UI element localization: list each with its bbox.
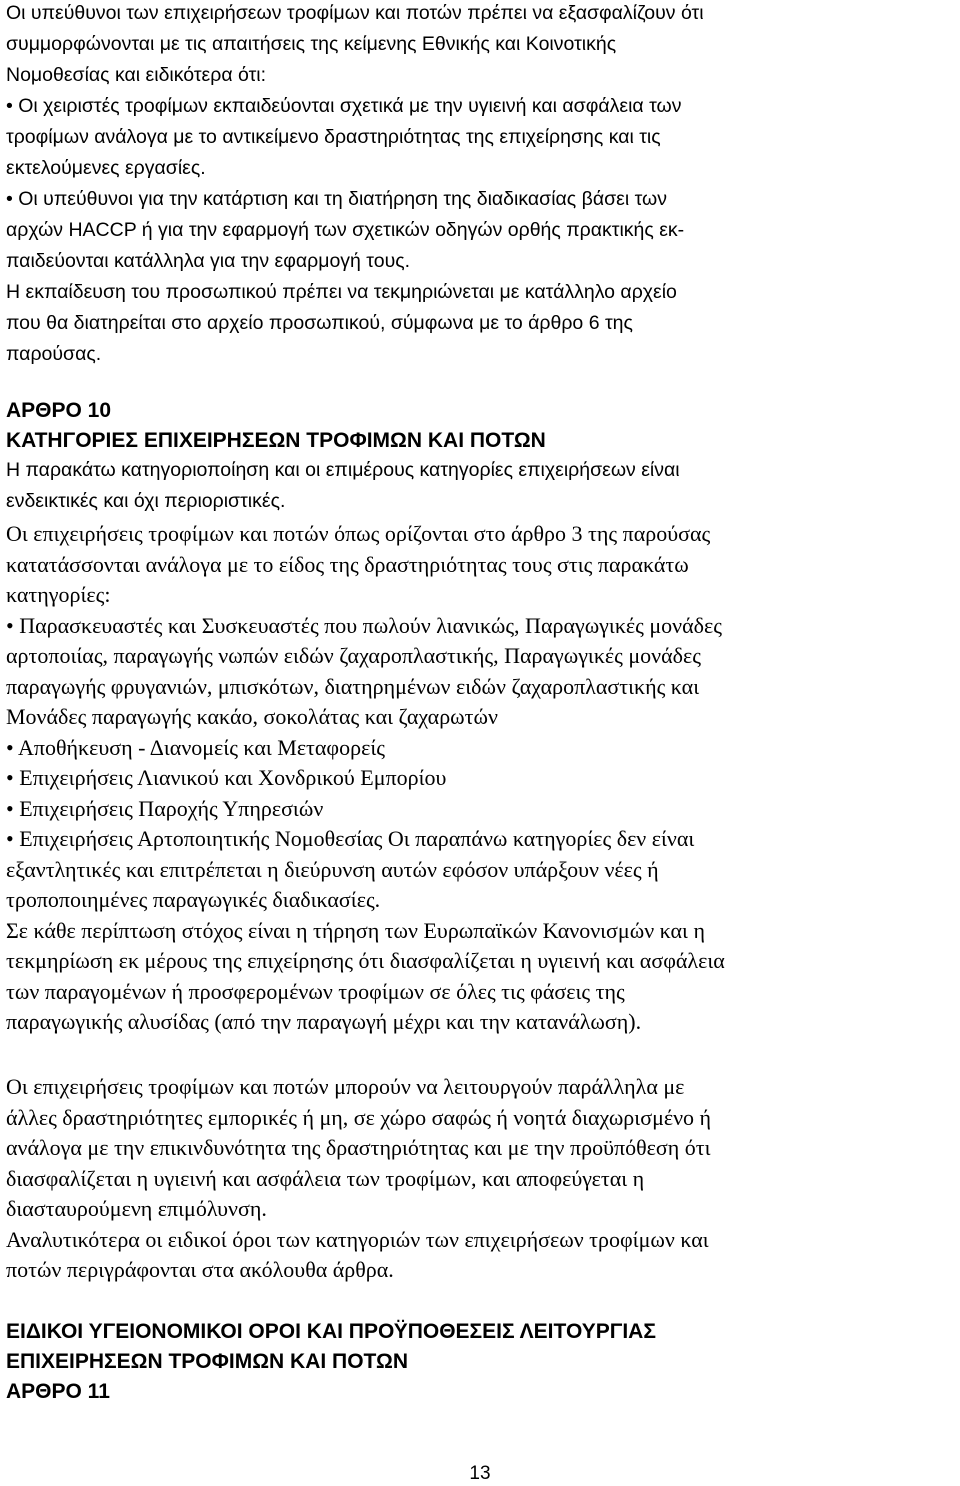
bullet-line: • Αποθήκευση - Διανομείς και Μεταφορείς xyxy=(6,734,385,760)
page-number: 13 xyxy=(469,1463,491,1484)
text-line: αρχών HACCP ή για την εφαρμογή των σχετικών οδηγών ορθής πρακτικής εκ- xyxy=(6,219,685,241)
text-line: διασταυρούμενη επιμόλυνση. xyxy=(6,1196,267,1221)
bullet-line: • Οι υπεύθυνοι για την κατάρτιση και τη διατήρηση της διαδικασίας βάσει των xyxy=(6,188,667,210)
text-line: παρούσας. xyxy=(6,343,102,365)
intro-paragraph xyxy=(6,0,956,370)
article-10-heading xyxy=(6,396,956,456)
bullet-line: • Οι χειριστές τροφίμων εκπαιδεύονται σχετικά με την υγιεινή και ασφάλεια των xyxy=(6,95,682,117)
bullet-line: • Παρασκευαστές και Συσκευαστές που πωλούν λιανικώς, Παραγωγικές μονάδες xyxy=(6,612,722,638)
text-line: ποτών περιγράφονται στα ακόλουθα άρθρα. xyxy=(6,1257,394,1282)
text-line: Η εκπαίδευση του προσωπικού πρέπει να τεκμηριώνεται με κατάλληλο αρχείο xyxy=(6,281,677,303)
text-line: που θα διατηρείται στο αρχείο προσωπικού, σύμφωνα με το άρθρο 6 της xyxy=(6,312,633,334)
bullet-line: • Επιχειρήσεις Παροχής Υπηρεσιών xyxy=(6,795,324,821)
section-title-line: ΕΙΔΙΚΟΙ ΥΓΕΙΟΝΟΜΙΚΟΙ ΟΡΟΙ ΚΑΙ ΠΡΟΫΠΟΘΕΣΕΙΣ ΛΕΙΤΟΥΡΓΙΑΣ xyxy=(6,1320,656,1343)
text-line: Νομοθεσίας και ειδικότερα ότι: xyxy=(6,64,267,86)
text-line: διασφαλίζεται η υγιεινή και ασφάλεια των τροφίμων, και αποφεύγεται η xyxy=(6,1165,645,1191)
text-line: Οι επιχειρήσεις τροφίμων και ποτών μπορούν να λειτουργούν παράλληλα με xyxy=(6,1074,685,1099)
text-line: ανάλογα με την επικινδυνότητα της δραστηριότητας και με την προϋπόθεση ότι xyxy=(6,1135,711,1160)
text-line: αρτοποιίας, παραγωγής νωπών ειδών ζαχαροπλαστικής, Παραγωγικές μονάδες xyxy=(6,643,701,668)
text-line: κατατάσσονται ανάλογα με το είδος της δραστηριότητας τους στις παρακάτω xyxy=(6,551,689,577)
article-number: ΑΡΘΡΟ 11 xyxy=(6,1380,110,1403)
text-line: τροφίμων ανάλογα με το αντικείμενο δραστηριότητας της επιχείρησης και τις xyxy=(6,126,661,148)
text-line: τεκμηρίωση εκ μέρους της επιχείρησης ότι διασφαλίζεται η υγιεινή και ασφάλεια xyxy=(6,948,725,973)
text-line: Μονάδες παραγωγής κακάο, σοκολάτας και ζαχαρωτών xyxy=(6,704,498,729)
text-line: παραγωγικής αλυσίδας (από την παραγωγή μέχρι και την κατανάλωση). xyxy=(6,1009,642,1034)
text-line: κατηγορίες: xyxy=(6,582,111,607)
article-10-intro xyxy=(6,455,956,517)
text-line: ενδεικτικές και όχι περιοριστικές. xyxy=(6,490,286,512)
text-line: παιδεύονται κατάλληλα για την εφαρμογή τους. xyxy=(6,250,411,272)
text-line: άλλες δραστηριότητες εμπορικές ή μη, σε χώρο σαφώς ή νοητά διαχωρισμένο ή xyxy=(6,1104,712,1130)
text-line: Η παρακάτω κατηγοριοποίηση και οι επιμέρους κατηγορίες επιχειρήσεων είναι xyxy=(6,459,680,481)
bullet-line: • Επιχειρήσεις Λιανικού και Χονδρικού Εμπορίου xyxy=(6,765,447,790)
text-line: Αναλυτικότερα οι ειδικοί όροι των κατηγοριών των επιχειρήσεων τροφίμων και xyxy=(6,1226,709,1252)
section-heading xyxy=(6,1317,956,1407)
text-line: των παραγομένων ή προσφερομένων τροφίμων σε όλες τις φάσεις της xyxy=(6,978,625,1004)
text-line: τροποποιημένες παραγωγικές διαδικασίες. xyxy=(6,887,381,912)
text-line: Οι επιχειρήσεις τροφίμων και ποτών όπως ορίζονται στο άρθρο 3 της παρούσας xyxy=(6,521,711,546)
categories-paragraph xyxy=(6,519,956,1038)
text-line: Σε κάθε περίπτωση στόχος είναι η τήρηση των Ευρωπαϊκών Κανονισμών και η xyxy=(6,917,705,943)
text-line: Οι υπεύθυνοι των επιχειρήσεων τροφίμων και ποτών πρέπει να εξασφαλίζουν ότι xyxy=(6,2,704,24)
text-line: εξαντλητικές και επιτρέπεται η διεύρυνση αυτών εφόσον υπάρξουν νέες ή xyxy=(6,856,659,882)
parallel-operation-paragraph xyxy=(6,1072,956,1286)
text-line: συμμορφώνονται με τις απαιτήσεις της κείμενης Εθνικής και Κοινοτικής xyxy=(6,33,617,55)
text-line: παραγωγής φρυγανιών, μπισκότων, διατηρημένων ειδών ζαχαροπλαστικής και xyxy=(6,673,700,699)
article-title: ΚΑΤΗΓΟΡΙΕΣ ΕΠΙΧΕΙΡΗΣΕΩΝ ΤΡΟΦΙΜΩΝ ΚΑΙ ΠΟΤΩΝ xyxy=(6,429,546,452)
section-title-line: ΕΠΙΧΕΙΡΗΣΕΩΝ ΤΡΟΦΙΜΩΝ ΚΑΙ ΠΟΤΩΝ xyxy=(6,1350,408,1373)
bullet-line: • Επιχειρήσεις Αρτοποιητικής Νομοθεσίας Οι παραπάνω κατηγορίες δεν είναι xyxy=(6,826,695,851)
article-number: ΑΡΘΡΟ 10 xyxy=(6,399,112,422)
text-line: εκτελούμενες εργασίες. xyxy=(6,157,206,179)
